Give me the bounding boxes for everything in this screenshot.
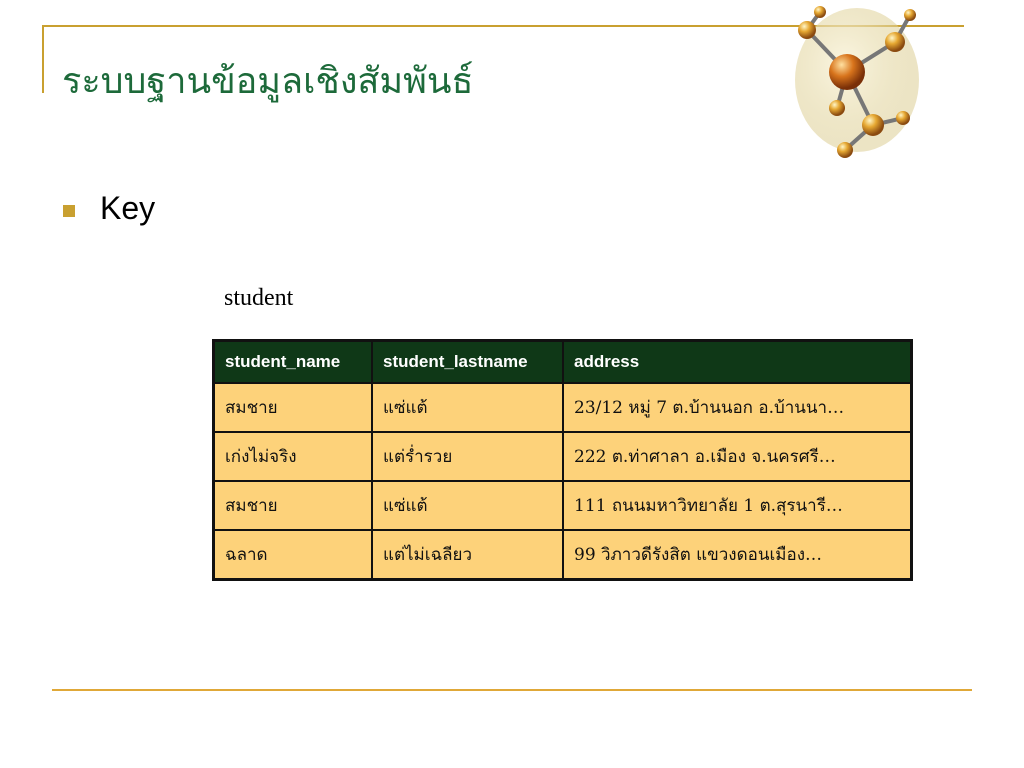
table-cell: 222 ต.ท่าศาลา อ.เมือง จ.นครศรี… <box>563 432 912 481</box>
table-cell: แซ่แต้ <box>372 383 563 432</box>
table-row <box>214 481 912 530</box>
table-row <box>214 432 912 481</box>
bullet-text: Key <box>100 190 156 226</box>
table-header-row <box>214 341 912 384</box>
table-cell: แต่ไม่เฉลียว <box>372 530 563 580</box>
column-header: address <box>563 341 912 384</box>
molecule-icon <box>785 0 925 170</box>
table-cell: สมชาย <box>214 383 373 432</box>
table-row <box>214 383 912 432</box>
table-cell: 111 ถนนมหาวิทยาลัย 1 ต.สุรนารี… <box>563 481 912 530</box>
table-cell: แซ่แต้ <box>372 481 563 530</box>
table-cell: 23/12 หมู่ 7 ต.บ้านนอก อ.บ้านนา… <box>563 383 912 432</box>
table-cell: เก่งไม่จริง <box>214 432 373 481</box>
table-cell: สมชาย <box>214 481 373 530</box>
table-row <box>214 530 912 580</box>
column-header: student_name <box>214 341 373 384</box>
table-cell: ฉลาด <box>214 530 373 580</box>
table-cell: แต่ร่ำรวย <box>372 432 563 481</box>
slide-title: ระบบฐานข้อมูลเชิงสัมพันธ์ <box>62 61 474 102</box>
student-table <box>212 339 913 581</box>
left-rule <box>42 25 44 93</box>
bottom-rule <box>52 689 972 691</box>
column-header: student_lastname <box>372 341 563 384</box>
table-caption: student <box>224 285 294 311</box>
square-bullet-icon <box>63 205 75 217</box>
table-cell: 99 วิภาวดีรังสิต แขวงดอนเมือง… <box>563 530 912 580</box>
